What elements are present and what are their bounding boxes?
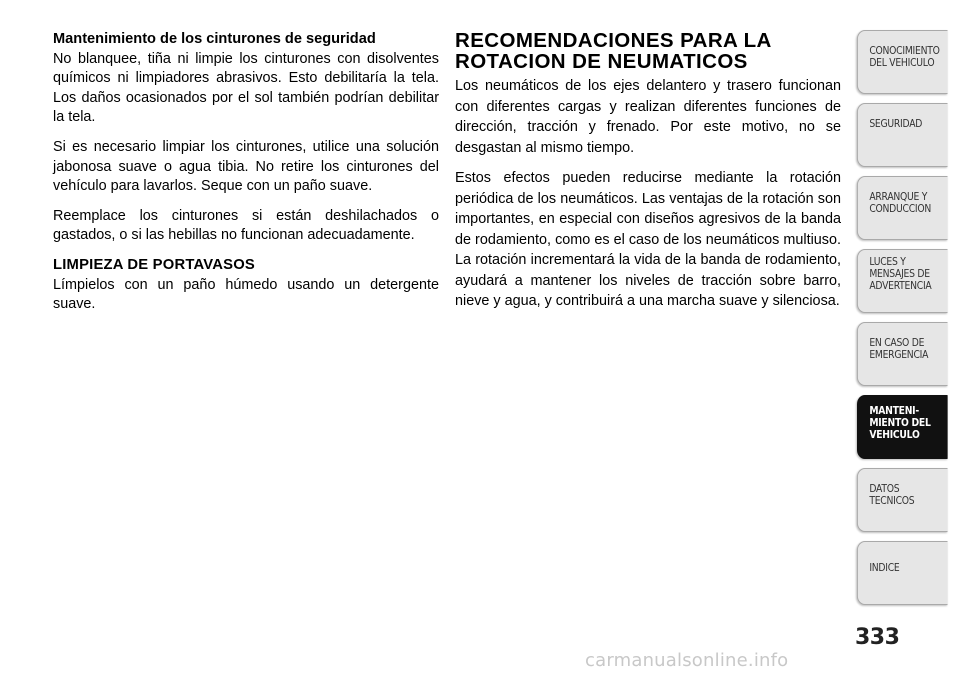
tab-label: EN CASO DE EMERGENCIA	[869, 337, 929, 361]
tab-conocimiento-del-vehiculo[interactable]	[857, 30, 948, 94]
watermark: carmanualsonline.info	[585, 650, 789, 671]
tab-label: LUCES Y MENSAJES DE ADVERTENCIA	[869, 256, 932, 292]
seatbelt-paragraph-2: Si es necesario limpiar los cinturones, utilice una solución jabonosa suave o agua tibia. No retire los cinturones del vehículo para lavarlos. Seque con un paño suave.	[53, 138, 439, 195]
tire-rotation-title-line-2: ROTACION DE NEUMATICOS	[455, 50, 748, 73]
cupholder-heading: LIMPIEZA DE PORTAVASOS	[53, 256, 255, 273]
tab-seguridad[interactable]	[857, 103, 948, 167]
tab-label: INDICE	[869, 562, 900, 574]
left-column	[53, 30, 439, 325]
tab-indice[interactable]	[857, 541, 948, 605]
tab-arranque-y-conduccion[interactable]	[857, 176, 948, 240]
tab-label: SEGURIDAD	[869, 118, 923, 130]
tire-rotation-paragraph-1: Los neumáticos de los ejes delantero y trasero funcionan con diferentes cargas y realizan diferentes funciones de dirección, tracción y frenado. Por este motivo, no se desgastan al mismo tiempo.	[455, 78, 841, 156]
tab-label: ARRANQUE Y CONDUCCION	[869, 191, 932, 215]
tab-mantenimiento-del-vehiculo[interactable]	[857, 395, 948, 459]
tab-label: MANTENI- MIENTO DEL VEHICULO	[869, 405, 931, 441]
seatbelt-section	[53, 30, 439, 128]
seatbelt-paragraph-1: No blanquee, tiña ni limpie los cinturones con disolventes químicos ni limpiadores abrasivos. Esto debilitaría la tela. Los daños ocasionados por el sol también podrían debilitar la tela.	[53, 50, 439, 126]
tab-en-caso-de-emergencia[interactable]	[857, 322, 948, 386]
tire-rotation-paragraph-2: Estos efectos pueden reducirse mediante la rotación periódica de los neumáticos. Las ventajas de la rotación son importantes, en especial con diseños agresivos de la banda de rodamiento, como es el caso de los neumáticos multiuso. La rotación incrementará la vida de la banda de rodamiento, ayudará a mantener los niveles de tracción sobre barro, nieve y agua, y contribuirá a una marcha suave y silenciosa.	[455, 170, 841, 309]
cupholder-paragraph: Límpielos con un paño húmedo usando un detergente suave.	[53, 276, 439, 313]
tab-datos-tecnicos[interactable]	[857, 468, 948, 532]
tire-rotation-title	[455, 30, 841, 72]
page-number: 333	[855, 625, 900, 650]
tab-luces-y-mensajes[interactable]	[857, 249, 948, 313]
right-column	[455, 30, 841, 322]
seatbelt-heading: Mantenimiento de los cinturones de seguridad	[53, 31, 376, 47]
tab-label: CONOCIMIENTO DEL VEHICULO	[869, 45, 940, 69]
seatbelt-paragraph-3: Reemplace los cinturones si están deshilachados o gastados, o si las hebillas no funcionan adecuadamente.	[53, 207, 439, 244]
tab-label: DATOS TECNICOS	[869, 483, 915, 507]
cupholder-section	[53, 256, 439, 315]
tire-rotation-title-line-1: RECOMENDACIONES PARA LA	[455, 29, 772, 52]
